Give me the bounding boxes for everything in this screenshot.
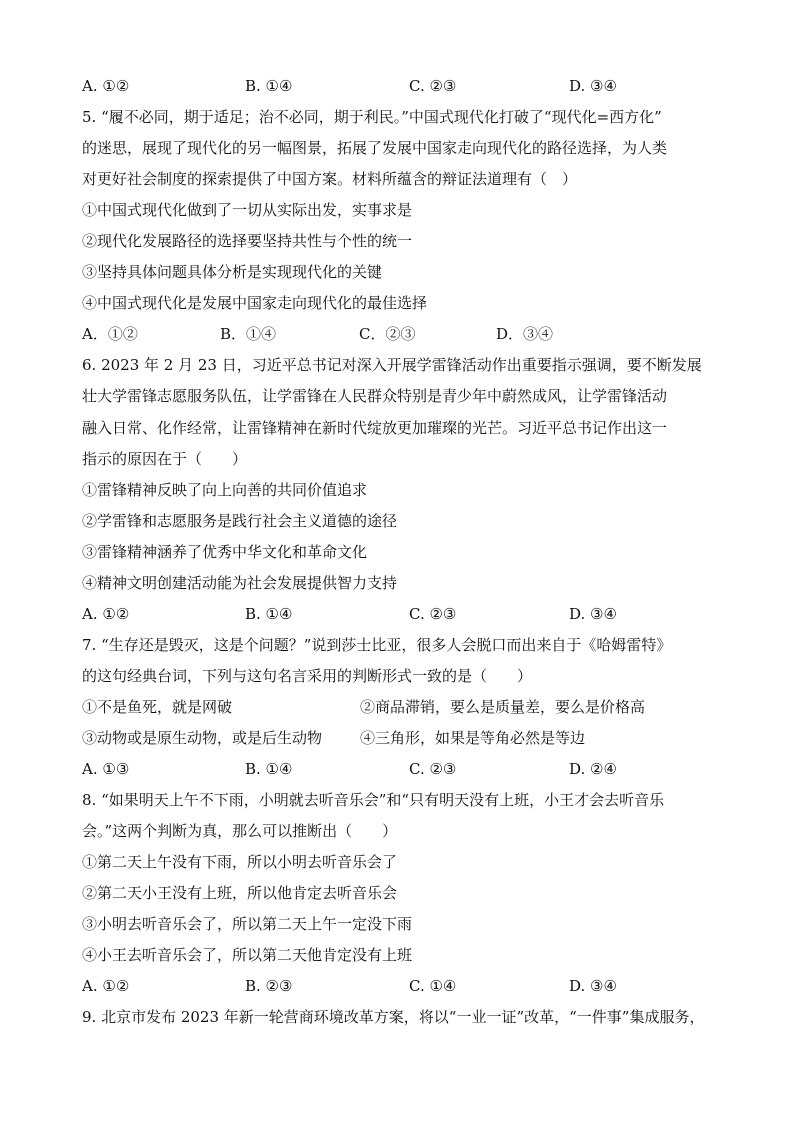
question-8-statement: ③小明去听音乐会了，所以第二天上午一定没下雨 [82,915,413,933]
question-5-stem-line: 5. “履不必同，期于适足；治不必同，期于利民。”中国式现代化打破了“现代化=西方化” [82,108,662,126]
question-5-statement: ③坚持具体问题具体分析是实现现代化的关键 [82,263,383,281]
option-d: D. ③④ [569,605,617,623]
option-c: C. ②③ [409,605,457,623]
option-a: A．①② [82,325,138,343]
question-7-statement: ③动物或是原生动物，或是后生动物 [82,729,323,747]
question-7-statement: ①不是鱼死，就是网破 [82,698,233,716]
option-a: A. ①② [82,977,130,995]
option-c: C. ②③ [409,77,457,95]
question-7-statement: ④三角形，如果是等角必然是等边 [360,729,586,747]
question-8-stem-line: 8. “如果明天上午不下雨，小明就去听音乐会”和“只有明天没有上班，小王才会去听音乐 [82,791,665,809]
question-5-statement: ②现代化发展路径的选择要坚持共性与个性的统一 [82,232,413,250]
option-c: C. ①④ [409,977,457,995]
option-a: A. ①③ [82,760,130,778]
option-a: A. ①② [82,77,130,95]
question-5-statement: ④中国式现代化是发展中国家走向现代化的最佳选择 [82,294,428,312]
question-7-statement: ②商品滞销，要么是质量差，要么是价格高 [360,698,646,716]
question-6-statement: ①雷锋精神反映了向上向善的共同价值追求 [82,481,368,499]
question-6-statement: ④精神文明创建活动能为社会发展提供智力支持 [82,574,398,592]
question-6-stem-line: 指示的原因在于（ ） [82,450,248,468]
option-b: B. ①④ [245,605,293,623]
question-7-stem-line: 的这句经典台词，下列与这句名言采用的判断形式一致的是（ ） [82,667,533,685]
question-8-stem-line: 会。”这两个判断为真，那么可以推断出（ ） [82,822,398,840]
option-d: D. ②④ [569,760,617,778]
option-b: B．①④ [220,325,277,343]
question-6-statement: ③雷锋精神涵养了优秀中华文化和革命文化 [82,543,368,561]
option-b: B. ②③ [245,977,293,995]
question-6-statement: ②学雷锋和志愿服务是践行社会主义道德的途径 [82,512,398,530]
option-d: D. ③④ [569,977,617,995]
question-9-stem-line: 9. 北京市发布 2023 年新一轮营商环境改革方案，将以“一业一证”改革，“一件事”集成服务， [82,1008,705,1026]
question-6-stem-line: 6. 2023 年 2 月 23 日，习近平总书记对深入开展学雷锋活动作出重要指示强调，要不断发展 [82,356,702,374]
question-6-stem-line: 融入日常、化作经常，让雷锋精神在新时代绽放更加璀璨的光芒。习近平总书记作出这一 [82,419,668,437]
question-8-statement: ②第二天小王没有上班，所以他肯定去听音乐会 [82,884,398,902]
question-7-statement-row [82,728,722,748]
option-d: D．③④ [496,325,554,343]
question-8-statement: ④小王去听音乐会了，所以第二天他肯定没有上班 [82,946,413,964]
option-c: C. ②③ [409,760,457,778]
question-6-stem-line: 壮大学雷锋志愿服务队伍，让学雷锋在人民群众特别是青少年中蔚然成风，让学雷锋活动 [82,387,668,405]
option-c: C．②③ [359,325,416,343]
question-5-statement: ①中国式现代化做到了一切从实际出发，实事求是 [82,201,413,219]
question-6-options [82,604,722,624]
option-a: A. ①② [82,605,130,623]
question-7-statement-row [82,697,722,717]
option-d: D. ③④ [569,77,617,95]
option-b: B. ①④ [245,760,293,778]
question-5-stem-line: 的迷思，展现了现代化的另一幅图景，拓展了发展中国家走向现代化的路径选择，为人类 [82,139,668,157]
question-7-options [82,759,722,779]
question-7-stem-line: 7. “生存还是毁灭，这是个问题？”说到莎士比亚，很多人会脱口而出来自于《哈姆雷特》 [82,636,672,654]
option-b: B. ①④ [245,77,293,95]
question-8-statement: ①第二天上午没有下雨，所以小明去听音乐会了 [82,853,398,871]
question-5-options [82,324,722,344]
question-8-options [82,976,722,996]
question-5-stem-line: 对更好社会制度的探索提供了中国方案。材料所蕴含的辩证法道理有（ ） [82,170,578,188]
options-row-previous [82,76,722,96]
